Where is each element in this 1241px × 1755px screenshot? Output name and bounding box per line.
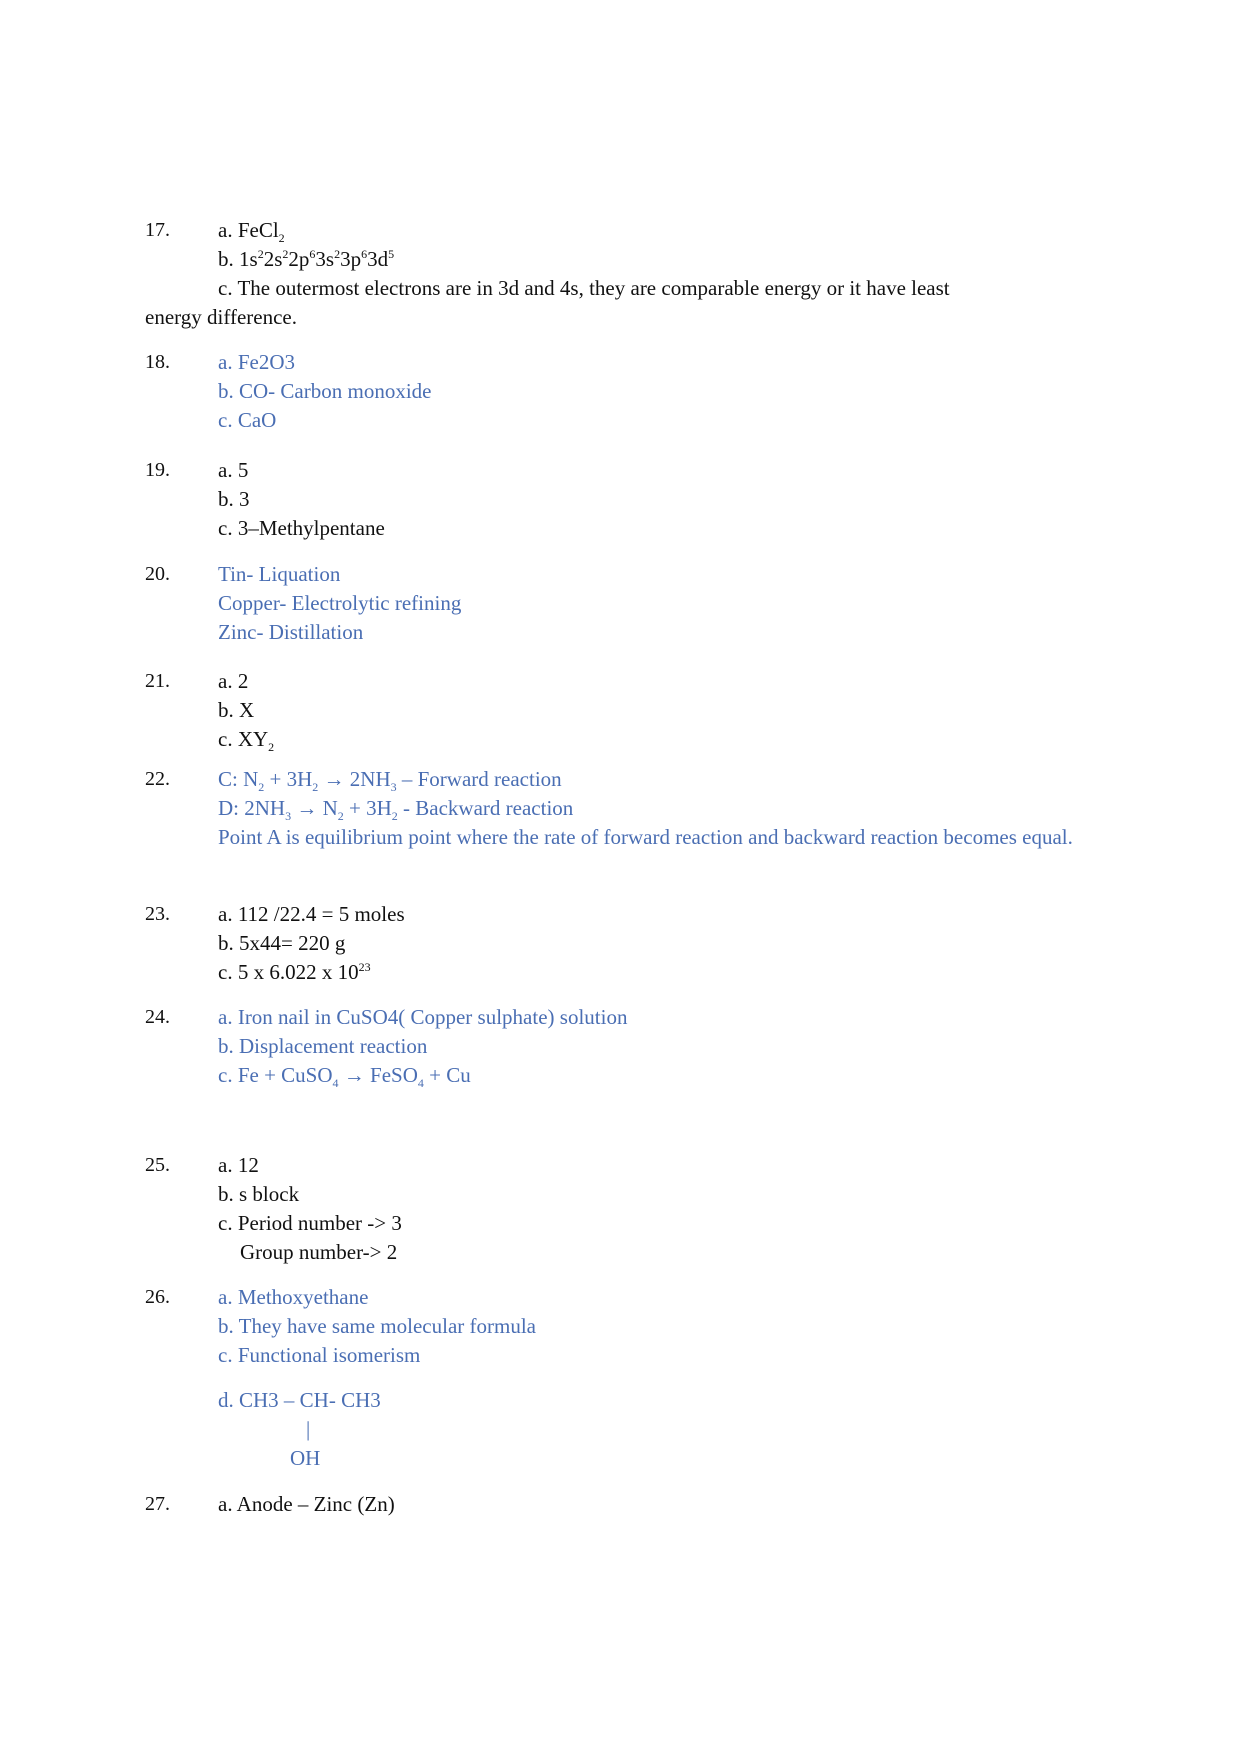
equilibrium-explanation: Point A is equilibrium point where the rate of forward reaction and backward reaction becomes equal. — [218, 825, 1073, 849]
answer-c: c. $XY_2$ — [218, 727, 275, 755]
answer-d: d. CH3 – CH- CH3 — [218, 1388, 381, 1412]
answer-lines — [218, 900, 1091, 987]
question-number: 17. — [145, 219, 170, 241]
answer-a: a. 112 /22.4 = 5 moles — [218, 902, 405, 926]
answer-c: c. Fe + CuSO$_4$ → FeSO$_4$ + Cu — [218, 1063, 471, 1091]
answer-lines — [218, 765, 1091, 852]
question-number: 18. — [145, 351, 170, 373]
spacer — [218, 1370, 1091, 1386]
question-number: 21. — [145, 670, 170, 692]
equation-c: C: $N_2 + 3H_2 \to 2NH_3$ – Forward reaction — [218, 767, 562, 795]
question-number: 27. — [145, 1493, 170, 1515]
answer-c: c. CaO — [218, 408, 277, 432]
answer-lines — [218, 1003, 1091, 1090]
question-number: 25. — [145, 1154, 170, 1176]
answer-a: a. Fe2O3 — [218, 350, 295, 374]
answer-b: b. They have same molecular formula — [218, 1314, 536, 1338]
answer-lines — [218, 456, 1091, 543]
answer-lines — [218, 1283, 1091, 1473]
answer-lines — [218, 667, 1091, 754]
answer-a: a. 5 — [218, 458, 249, 482]
answer-b: b. 3 — [218, 487, 250, 511]
question-number: 24. — [145, 1006, 170, 1028]
answer-tin: Tin- Liquation — [218, 562, 341, 586]
answer-lines — [218, 1151, 1091, 1267]
answer-lines — [218, 1490, 1091, 1519]
answer-a: a. 2 — [218, 669, 249, 693]
structure-oh: OH — [290, 1446, 321, 1470]
equation-d: D: $2NH_3 \to N_2 + 3H_2$ - Backward reaction — [218, 796, 574, 824]
answer-b: b. s block — [218, 1182, 300, 1206]
answer-b: b. CO- Carbon monoxide — [218, 379, 432, 403]
answer-c: c. Period number -> 3 — [218, 1211, 402, 1235]
question-number: 26. — [145, 1286, 170, 1308]
question-number: 23. — [145, 903, 170, 925]
answer-b: b. Displacement reaction — [218, 1034, 428, 1058]
answer-zinc: Zinc- Distillation — [218, 620, 364, 644]
answer-c: c. 3–Methylpentane — [218, 516, 385, 540]
structure-bond: | — [306, 1417, 311, 1441]
answer-c: c. Functional isomerism — [218, 1343, 421, 1367]
answer-a: a. Iron nail in CuSO4( Copper sulphate) solution — [218, 1005, 628, 1029]
question-number: 20. — [145, 563, 170, 585]
answer-c-continued: energy difference. — [145, 305, 297, 329]
answer-c-group: Group number-> 2 — [240, 1240, 398, 1264]
answer-a: a. Methoxyethane — [218, 1285, 369, 1309]
answer-c: c. 5 x 6.022 x $10^{23}$ — [218, 960, 371, 984]
answer-b: b. X — [218, 698, 255, 722]
answer-b: b. 5x44= 220 g — [218, 931, 346, 955]
question-number: 19. — [145, 459, 170, 481]
question-number: 22. — [145, 768, 170, 790]
answer-lines — [218, 560, 1091, 647]
answer-a: a. Anode – Zinc (Zn) — [218, 1492, 395, 1516]
answer-b: b. $1s^22s^22p^63s^23p^63d^5$ — [218, 247, 395, 271]
answer-a: a. FeCl$_2$ — [218, 218, 285, 246]
answer-c: c. The outermost electrons are in 3d and 4s, they are comparable energy or it have least — [218, 276, 950, 300]
answer-a: a. 12 — [218, 1153, 259, 1177]
answer-copper: Copper- Electrolytic refining — [218, 591, 462, 615]
answer-lines — [218, 348, 1091, 435]
